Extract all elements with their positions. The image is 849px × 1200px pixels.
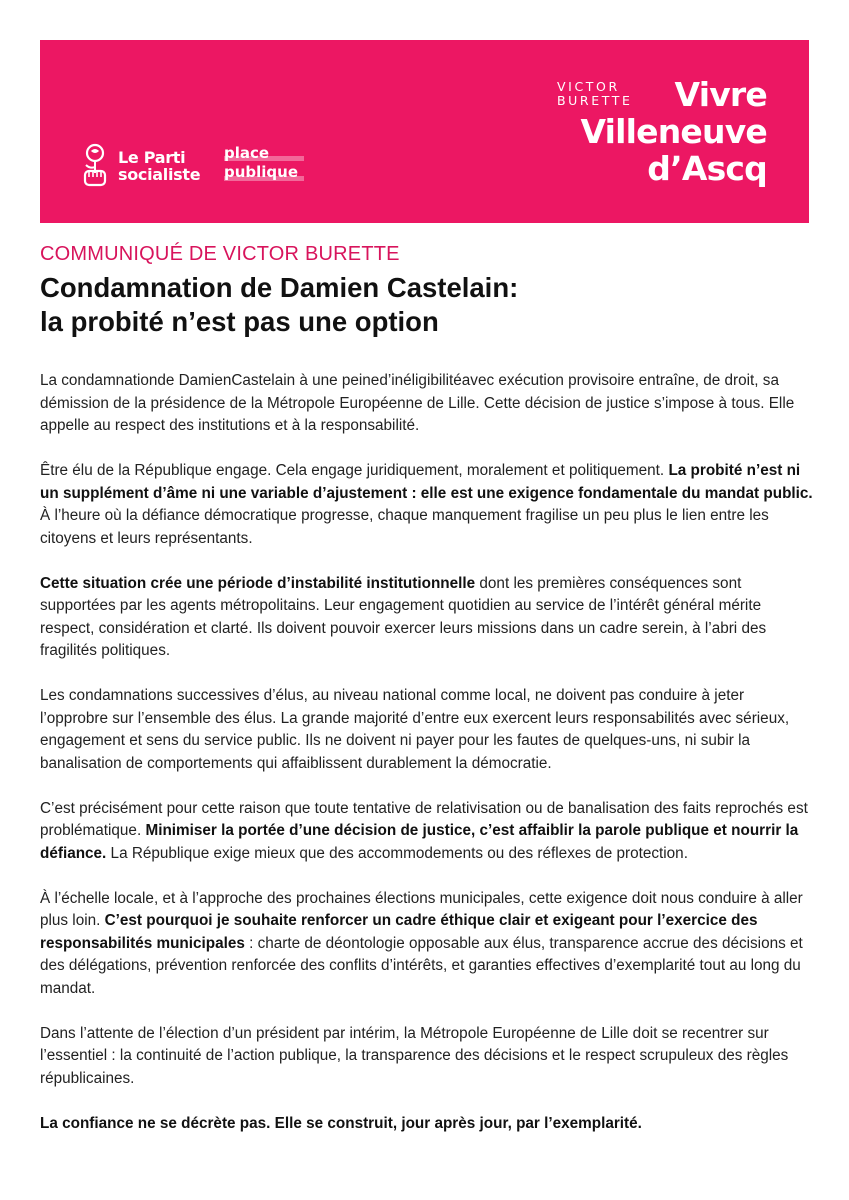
paragraph-5: C’est précisément pour cette raison que toute tentative de relativisation ou de banalisation des faits reprochés est problématique. Minimiser la portée d’une décision de justice, c’est affaiblir la parole publique et nourrir la défiance. La République exige mieux que des accommodements ou des réflexes de protection. [40, 799, 808, 862]
campaign-slogan [580, 76, 767, 187]
place-publique-logo [224, 144, 304, 182]
paragraph-3: Cette situation crée une période d’instabilité institutionnelle dont les premières conséquences sont supportées par les agents métropolitains. Leur engagement quotidien au service de l’intérêt général mérite respect, considération et clarté. Ils doivent pouvoir exercer leurs missions dans un cadre serein, à l’abri des fragilités politiques. [40, 574, 767, 659]
paragraph-1: La condamnationde DamienCastelain à une peined’inéligibilitéavec exécution provisoire entraîne, de droit, sa démission de la présidence de la Métropole Européenne de Lille. Cette décision de justice s’impose à tous. Elle appelle au respect des institutions et à la responsabilité. [40, 372, 795, 434]
page-title [40, 271, 800, 339]
press-release-kicker: COMMUNIQUÉ DE VICTOR BURETTE [40, 243, 400, 265]
ps-logo-text-line2: socialiste [118, 165, 201, 184]
paragraph-4: Les condamnations successives d’élus, au niveau national comme local, ne doivent pas conduire à jeter l’opprobre sur l’ensemble des élus. La grande majorité d’entre eux exercent leurs responsabilités avec sérieux, engagement et sens du service public. Ils ne doivent ni payer pour les fautes de quelques-uns, ni subir la banalisation de comportements qui affaiblissent durablement la démocratie. [40, 687, 790, 772]
title-line1: Condamnation de Damien Castelain: [40, 272, 519, 303]
candidate-first-name: VICTOR [557, 79, 620, 94]
header-banner [40, 40, 809, 223]
closing-statement: La confiance ne se décrète pas. Elle se construit, jour après jour, par l’exemplarité. [40, 1114, 642, 1132]
pp-logo-text-line1: place [224, 144, 270, 162]
paragraph-7: Dans l’attente de l’élection d’un président par intérim, la Métropole Européenne de Lille doit se recentrer sur l’essentiel : la continuité de l’action publique, la transparence des décisions et le respect scrupuleux des règles républicaines. [40, 1024, 789, 1087]
slogan-line3: d’Ascq [647, 149, 767, 188]
ps-logo-text-line1: Le Parti [118, 148, 186, 167]
rose-fist-icon [80, 143, 110, 189]
paragraph-2: Être élu de la République engage. Cela engage juridiquement, moralement et politiquement. La probité n’est ni un supplément d’âme ni une variable d’ajustement : elle est une exigence fondamentale du mandat public. À l’heure où la défiance démocratique progresse, chaque manquement fragilise un peu plus le lien entre les citoyens et leurs représentants. [40, 462, 813, 547]
pp-logo-text-line2: publique [224, 163, 299, 181]
paragraph-6: À l’échelle locale, et à l’approche des prochaines élections municipales, cette exigence doit nous conduire à aller plus loin. C’est pourquoi je souhaite renforcer un cadre éthique clair et exigeant pour l’exercice des responsabilités municipales : charte de déontologie opposable aux élus, transparence accrue des décisions et des délégations, prévention renforcée des conflits d’intérêts, et garanties effectives d’exemplarité tout au long du mandat. [40, 889, 803, 997]
slogan-line2: Villeneuve [580, 112, 767, 151]
article-body [40, 370, 815, 1158]
title-line2: la probité n’est pas une option [40, 306, 439, 337]
candidate-last-name: BURETTE [557, 93, 633, 108]
parti-socialiste-logo [80, 143, 200, 189]
slogan-line1: Vivre [674, 75, 767, 114]
